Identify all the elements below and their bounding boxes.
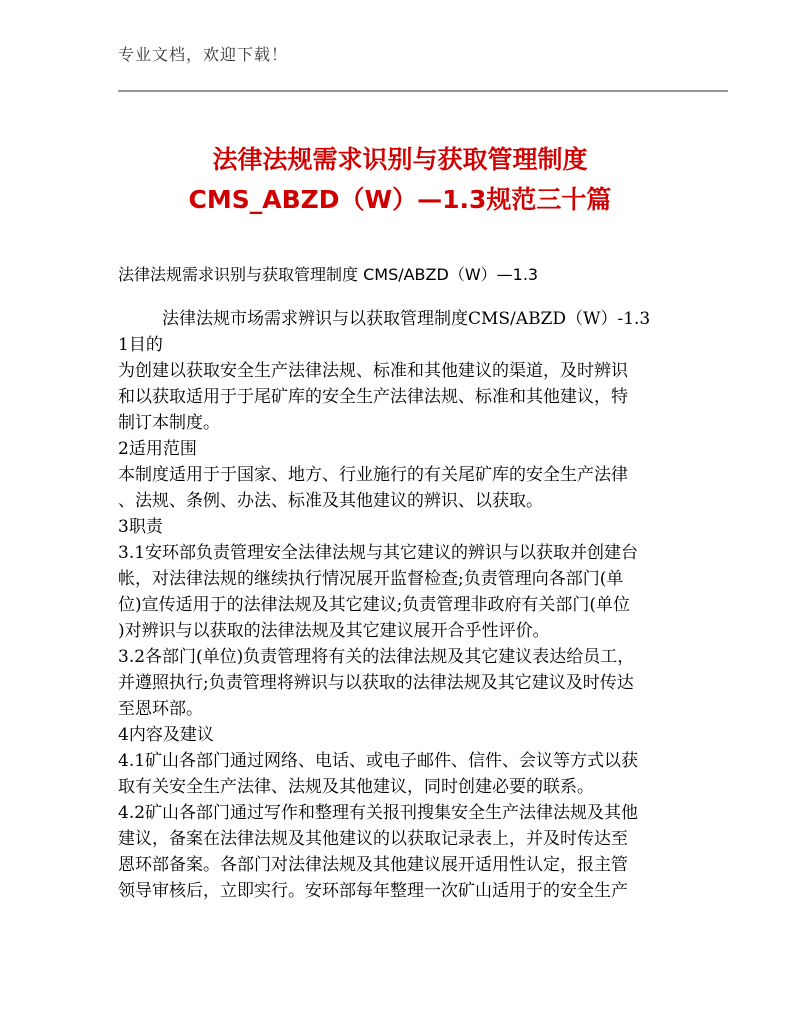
document-title-line-2: CMS_ABZD（W）—1.3规范三十篇	[188, 185, 612, 214]
body-line: 本制度适用于于国家、地方、行业施行的有关尾矿库的安全生产法律	[118, 465, 628, 485]
body-line: )对辨识与以获取的法律法规及其它建议展开合乎性评价。	[118, 621, 550, 641]
body-line: 法律法规市场需求辨识与以获取管理制度CMS/ABZD（W）-1.3	[162, 309, 651, 329]
body-line: 建议，备案在法律法规及其他建议的以获取记录表上，并及时传达至	[118, 829, 628, 849]
body-line: 制订本制度。	[118, 413, 220, 433]
section-heading: 法律法规需求识别与获取管理制度 CMS/ABZD（W）—1.3	[118, 265, 539, 284]
body-line: 帐，对法律法规的继续执行情况展开监督检查;负责管理向各部门(单	[118, 569, 624, 589]
document-title	[0, 140, 800, 220]
body-line: 取有关安全生产法律、法规及其他建议，同时创建必要的联系。	[118, 777, 594, 797]
body-line: 3职责	[118, 517, 163, 537]
header-note: 专业文档，欢迎下载！	[118, 45, 289, 64]
body-line: 位)宣传适用于的法律法规及其它建议;负责管理非政府有关部门(单位	[118, 595, 630, 615]
body-line: 和以获取适用于于尾矿库的安全生产法律法规、标准和其他建议，特	[118, 387, 628, 407]
body-line: 至恩环部。	[118, 699, 203, 719]
body-line: 1目的	[118, 335, 163, 355]
document-title-line-1: 法律法规需求识别与获取管理制度	[212, 145, 588, 174]
body-text	[118, 306, 678, 904]
body-line: 4内容及建议	[118, 725, 214, 745]
body-line: 4.1矿山各部门通过网络、电话、或电子邮件、信件、会议等方式以获	[118, 751, 639, 771]
body-line: 恩环部备案。各部门对法律法规及其他建议展开适用性认定，报主管	[118, 855, 628, 875]
body-line: 3.2各部门(单位)负责管理将有关的法律法规及其它建议表达给员工，	[118, 647, 635, 667]
body-line: 并遵照执行;负责管理将辨识与以获取的法律法规及其它建议及时传达	[118, 673, 634, 693]
body-line: 4.2矿山各部门通过写作和整理有关报刊搜集安全生产法律法规及其他	[118, 803, 639, 823]
body-line: 2适用范围	[118, 439, 197, 459]
body-line: 为创建以获取安全生产法律法规、标准和其他建议的渠道，及时辨识	[118, 361, 628, 381]
header-divider	[118, 90, 728, 92]
body-line: 3.1安环部负责管理安全法律法规与其它建议的辨识与以获取并创建台	[118, 543, 639, 563]
body-line: 领导审核后，立即实行。安环部每年整理一次矿山适用于的安全生产	[118, 881, 628, 901]
body-line: 、法规、条例、办法、标准及其他建议的辨识、以获取。	[118, 491, 543, 511]
